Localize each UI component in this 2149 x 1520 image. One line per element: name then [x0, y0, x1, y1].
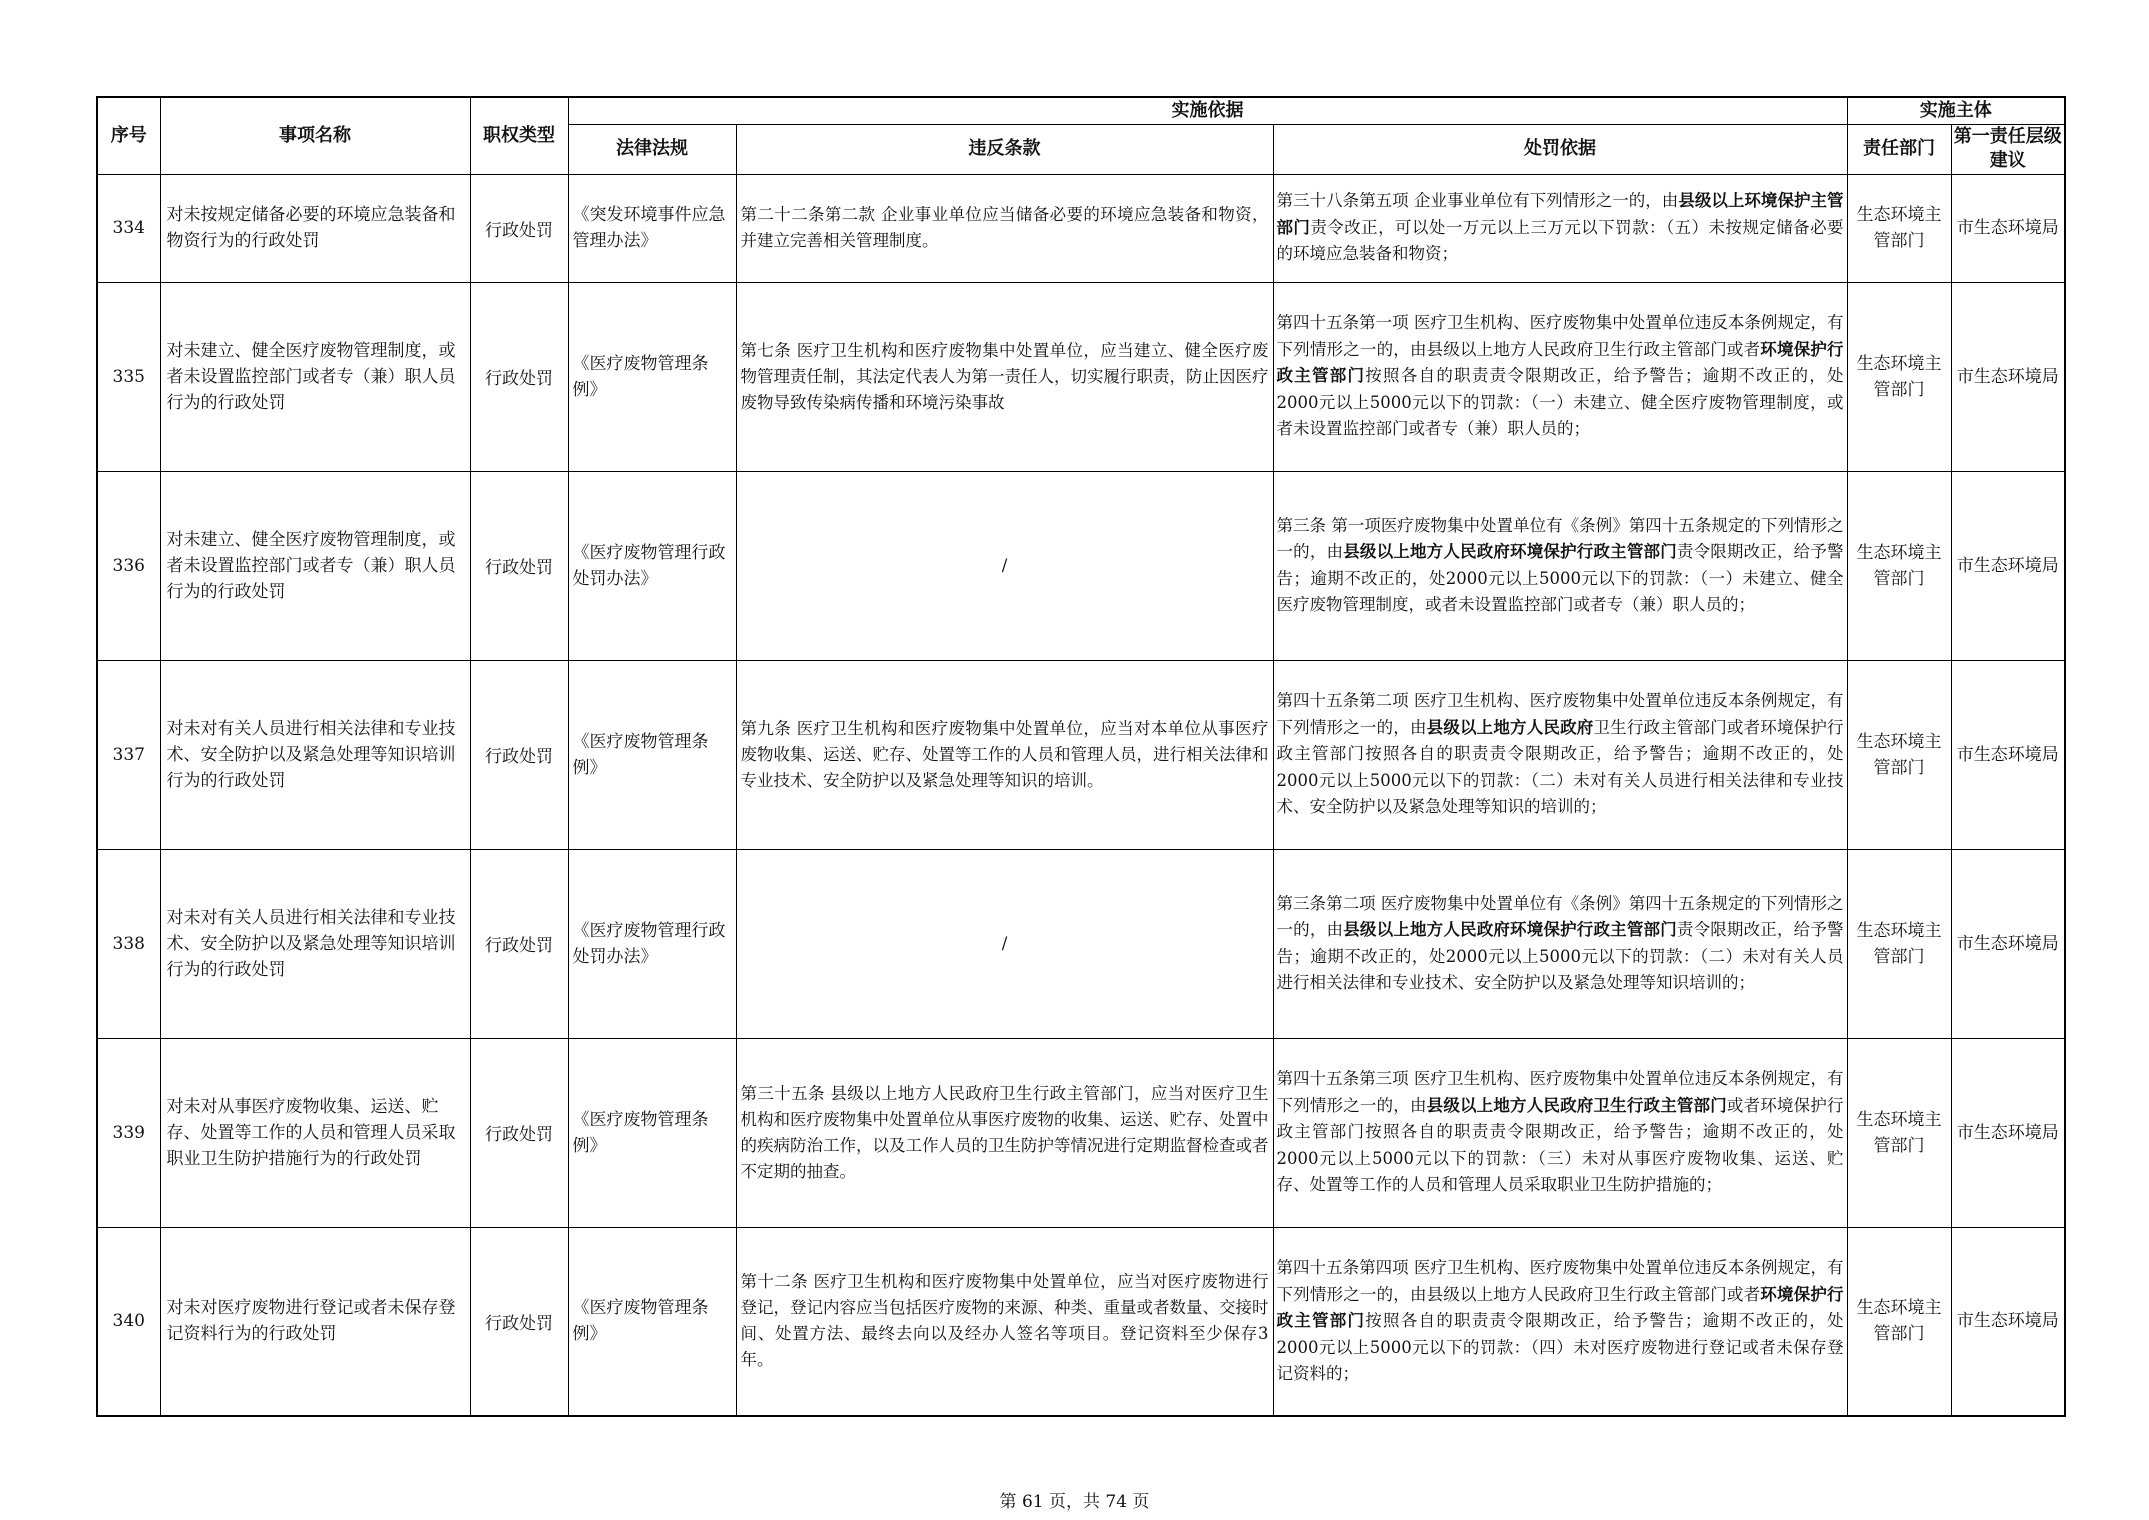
row-level: 市生态环境局 [1951, 282, 2065, 471]
row-seq: 335 [97, 282, 160, 471]
row-dept: 生态环境主管部门 [1847, 660, 1951, 849]
penalty-text: 责令改正，可以处一万元以上三万元以下罚款：（五）未按规定储备必要的环境应急装备和物资； [1276, 217, 1844, 264]
row-level: 市生态环境局 [1951, 849, 2065, 1038]
penalty-emphasis: 县级以上地方人民政府卫生行政主管部门 [1426, 1095, 1727, 1115]
row-violation: 第十二条 医疗卫生机构和医疗废物集中处置单位，应当对医疗废物进行登记，登记内容应当包括医疗废物的来源、种类、重量或者数量、交接时间、处置方法、最终去向以及经办人签名等项目。登记资料至少保存3年。 [736, 1227, 1273, 1416]
header-basis-group: 实施依据 [568, 97, 1847, 124]
row-dept: 生态环境主管部门 [1847, 471, 1951, 660]
row-name: 对未对从事医疗废物收集、运送、贮存、处置等工作的人员和管理人员采取职业卫生防护措施行为的行政处罚 [160, 1038, 470, 1227]
penalty-text: 第四十五条第二项 医疗卫生机构、医疗废物集中处置单位违反本条例规定，有下列情形之一的，由 [1276, 691, 1844, 737]
row-name: 对未建立、健全医疗废物管理制度，或者未设置监控部门或者专（兼）职人员行为的行政处罚 [160, 282, 470, 471]
page-number: 第 61 页，共 74 页 [999, 1492, 1150, 1512]
row-dept: 生态环境主管部门 [1847, 282, 1951, 471]
table-row [97, 660, 2065, 849]
row-level: 市生态环境局 [1951, 1227, 2065, 1416]
penalty-emphasis: 环境保护行政主管部门 [1276, 339, 1844, 386]
row-penalty [1273, 1038, 1847, 1227]
header-name: 事项名称 [160, 97, 470, 174]
row-law: 《医疗废物管理行政处罚办法》 [568, 849, 736, 1038]
row-penalty [1273, 1227, 1847, 1416]
table-row [97, 471, 2065, 660]
row-seq: 337 [97, 660, 160, 849]
penalty-text: 第四十五条第三项 医疗卫生机构、医疗废物集中处置单位违反本条例规定，有下列情形之一的，由 [1276, 1069, 1844, 1115]
row-level: 市生态环境局 [1951, 660, 2065, 849]
row-seq: 339 [97, 1038, 160, 1227]
row-violation: / [736, 849, 1273, 1038]
penalty-text: 第四十五条第四项 医疗卫生机构、医疗废物集中处置单位违反本条例规定，有下列情形之一的，由县级以上地方人民政府卫生行政主管部门或者 [1276, 1258, 1844, 1304]
penalty-emphasis: 县级以上地方人民政府 [1426, 717, 1594, 737]
row-type: 行政处罚 [470, 174, 568, 282]
penalty-text: 卫生行政主管部门或者环境保护行政主管部门按照各自的职责责令限期改正，给予警告；逾期不改正的，处2000元以上5000元以下的罚款：（二）未对有关人员进行相关法律和专业技术、安全防护以及紧急处理等知识的培训的； [1276, 717, 1844, 817]
row-law: 《医疗废物管理条例》 [568, 1038, 736, 1227]
header-level: 第一责任层级建议 [1951, 124, 2065, 174]
row-law: 《医疗废物管理条例》 [568, 282, 736, 471]
table-row [97, 282, 2065, 471]
table-row [97, 174, 2065, 282]
row-type: 行政处罚 [470, 1227, 568, 1416]
row-type: 行政处罚 [470, 1038, 568, 1227]
penalty-emphasis: 环境保护行政主管部门 [1276, 1284, 1844, 1330]
header-law: 法律法规 [568, 124, 736, 174]
penalty-text: 按照各自的职责责令限期改正，给予警告；逾期不改正的，处2000元以上5000元以下的罚款：（一）未建立、健全医疗废物管理制度，或者未设置监控部门或者专（兼）职人员的； [1276, 366, 1844, 439]
row-dept: 生态环境主管部门 [1847, 849, 1951, 1038]
row-name: 对未对有关人员进行相关法律和专业技术、安全防护以及紧急处理等知识培训行为的行政处罚 [160, 660, 470, 849]
penalty-text: 或者环境保护行政主管部门按照各自的职责责令限期改正，给予警告；逾期不改正的，处2000元以上5000元以下的罚款：（三）未对从事医疗废物收集、运送、贮存、处置等工作的人员和管理人员采取职业卫生防护措施的； [1276, 1095, 1844, 1195]
penalty-text: 按照各自的职责责令限期改正，给予警告；逾期不改正的，处2000元以上5000元以下的罚款：（四）未对医疗废物进行登记或者未保存登记资料的； [1276, 1311, 1844, 1383]
header-violation: 违反条款 [736, 124, 1273, 174]
table-row [97, 1227, 2065, 1416]
row-violation: 第二十二条第二款 企业事业单位应当储备必要的环境应急装备和物资，并建立完善相关管理制度。 [736, 174, 1273, 282]
row-type: 行政处罚 [470, 471, 568, 660]
penalty-text: 第三条第二项 医疗废物集中处置单位有《条例》第四十五条规定的下列情形之一的，由 [1276, 893, 1844, 939]
row-type: 行政处罚 [470, 849, 568, 1038]
row-dept: 生态环境主管部门 [1847, 1227, 1951, 1416]
table-row [97, 1038, 2065, 1227]
header-penalty: 处罚依据 [1273, 124, 1847, 174]
penalty-text: 责令限期改正，给予警告；逾期不改正的，处2000元以上5000元以下的罚款：（一）未建立、健全医疗废物管理制度，或者未设置监控部门或者专（兼）职人员的； [1276, 542, 1844, 614]
row-penalty [1273, 282, 1847, 471]
penalty-text: 第三十八条第五项 企业事业单位有下列情形之一的，由 [1276, 191, 1679, 211]
row-dept: 生态环境主管部门 [1847, 174, 1951, 282]
table-row [97, 849, 2065, 1038]
penalty-emphasis: 县级以上地方人民政府环境保护行政主管部门 [1343, 542, 1677, 561]
row-penalty [1273, 660, 1847, 849]
row-level: 市生态环境局 [1951, 471, 2065, 660]
penalty-text: 第四十五条第一项 医疗卫生机构、医疗废物集中处置单位违反本条例规定，有下列情形之一的，由县级以上地方人民政府卫生行政主管部门或者 [1276, 313, 1844, 359]
row-name: 对未对有关人员进行相关法律和专业技术、安全防护以及紧急处理等知识培训行为的行政处罚 [160, 849, 470, 1038]
row-violation: 第七条 医疗卫生机构和医疗废物集中处置单位，应当建立、健全医疗废物管理责任制，其法定代表人为第一责任人，切实履行职责，防止因医疗废物导致传染病传播和环境污染事故 [736, 282, 1273, 471]
row-level: 市生态环境局 [1951, 1038, 2065, 1227]
penalty-text: 责令限期改正，给予警告；逾期不改正的，处2000元以上5000元以下的罚款：（二）未对有关人员进行相关法律和专业技术、安全防护以及紧急处理等知识培训的； [1276, 920, 1844, 992]
row-penalty [1273, 174, 1847, 282]
row-seq: 338 [97, 849, 160, 1038]
header-subject-group: 实施主体 [1847, 97, 2065, 124]
row-violation: 第三十五条 县级以上地方人民政府卫生行政主管部门，应当对医疗卫生机构和医疗废物集中处置单位从事医疗废物的收集、运送、贮存、处置中的疾病防治工作，以及工作人员的卫生防护等情况进行定期监督检查或者不定期的抽查。 [736, 1038, 1273, 1227]
row-name: 对未按规定储备必要的环境应急装备和物资行为的行政处罚 [160, 174, 470, 282]
row-type: 行政处罚 [470, 660, 568, 849]
row-seq: 334 [97, 174, 160, 282]
header-seq: 序号 [97, 97, 160, 174]
header-type: 职权类型 [470, 97, 568, 174]
penalty-emphasis: 县级以上地方人民政府环境保护行政主管部门 [1343, 920, 1677, 939]
header-dept: 责任部门 [1847, 124, 1951, 174]
row-type: 行政处罚 [470, 282, 568, 471]
row-seq: 336 [97, 471, 160, 660]
penalty-text: 第三条 第一项医疗废物集中处置单位有《条例》第四十五条规定的下列情形之一的，由 [1276, 515, 1844, 561]
row-violation: 第九条 医疗卫生机构和医疗废物集中处置单位，应当对本单位从事医疗废物收集、运送、贮存、处置等工作的人员和管理人员，进行相关法律和专业技术、安全防护以及紧急处理等知识的培训。 [736, 660, 1273, 849]
row-law: 《医疗废物管理条例》 [568, 1227, 736, 1416]
row-name: 对未对医疗废物进行登记或者未保存登记资料行为的行政处罚 [160, 1227, 470, 1416]
row-violation: / [736, 471, 1273, 660]
row-law: 《医疗废物管理行政处罚办法》 [568, 471, 736, 660]
penalty-emphasis: 县级以上环境保护主管部门 [1276, 191, 1844, 237]
regulation-table [96, 96, 2066, 1417]
row-level: 市生态环境局 [1951, 174, 2065, 282]
row-dept: 生态环境主管部门 [1847, 1038, 1951, 1227]
row-penalty [1273, 471, 1847, 660]
row-seq: 340 [97, 1227, 160, 1416]
row-law: 《医疗废物管理条例》 [568, 660, 736, 849]
row-name: 对未建立、健全医疗废物管理制度，或者未设置监控部门或者专（兼）职人员行为的行政处罚 [160, 471, 470, 660]
row-penalty [1273, 849, 1847, 1038]
row-law: 《突发环境事件应急管理办法》 [568, 174, 736, 282]
